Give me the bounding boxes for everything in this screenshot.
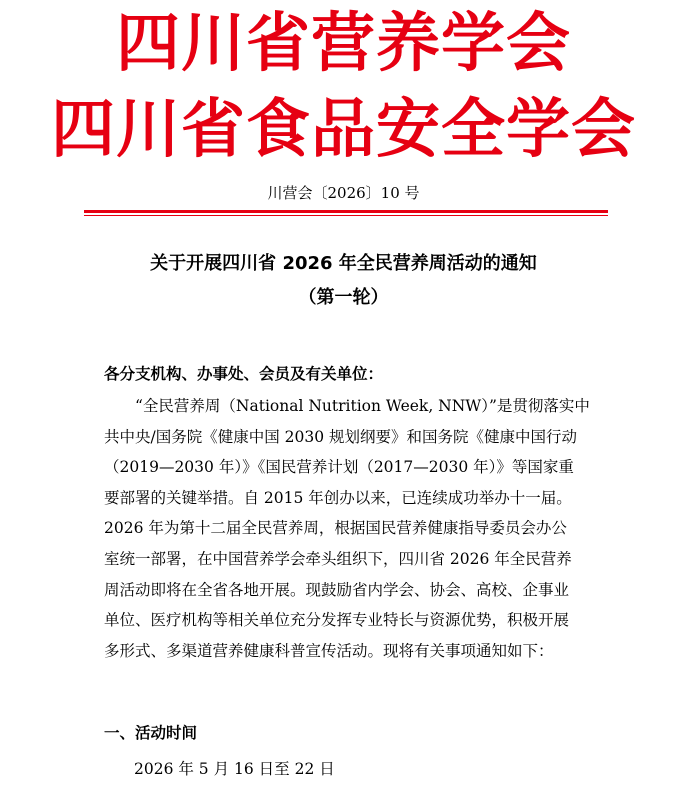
notice-subtitle: （第一轮） [298, 287, 389, 308]
org-name-nutrition-society: 四川省营养学会 [116, 7, 571, 81]
body-line: 多形式、多渠道营养健康科普宣传活动。现将有关事项通知如下： [104, 641, 554, 660]
header-divider-thin [84, 215, 608, 216]
body-line: “全民营养周（National Nutrition Week, NNW）”是贯彻落实中 [135, 397, 590, 415]
body-line: （2019—2030 年）》《国民营养计划（2017—2030 年）》等国家重 [104, 458, 574, 477]
body-line: 单位、医疗机构等相关单位充分发挥专业特长与资源优势，积极开展 [104, 611, 570, 630]
body-paragraph [104, 391, 600, 666]
notice-title: 关于开展四川省 2026 年全民营养周活动的通知 [150, 253, 537, 274]
salutation: 各分支机构、办事处、会员及有关单位： [104, 365, 384, 383]
body-line: 2026 年为第十二届全民营养周，根据国民营养健康指导委员会办公 [104, 519, 567, 538]
document-number: 川营会〔2026〕10 号 [267, 184, 420, 202]
body-line: 要部署的关键举措。自 2015 年创办以来，已连续成功举办十一届。 [104, 488, 572, 507]
header-divider-thick [84, 210, 608, 213]
activity-dates: 2026 年 5 月 16 日至 22 日 [134, 760, 335, 778]
body-line: 周活动即将在全省各地开展。现鼓励省内学会、协会、高校、企事业 [104, 580, 570, 599]
body-line: 室统一部署，在中国营养学会牵头组织下，四川省 2026 年全民营养 [104, 549, 572, 568]
body-line: 共中央/国务院《健康中国 2030 规划纲要》和国务院《健康中国行动 [104, 427, 578, 446]
section-heading-activity-time: 一、活动时间 [104, 724, 198, 742]
org-name-food-safety-society: 四川省食品安全学会 [51, 93, 636, 167]
